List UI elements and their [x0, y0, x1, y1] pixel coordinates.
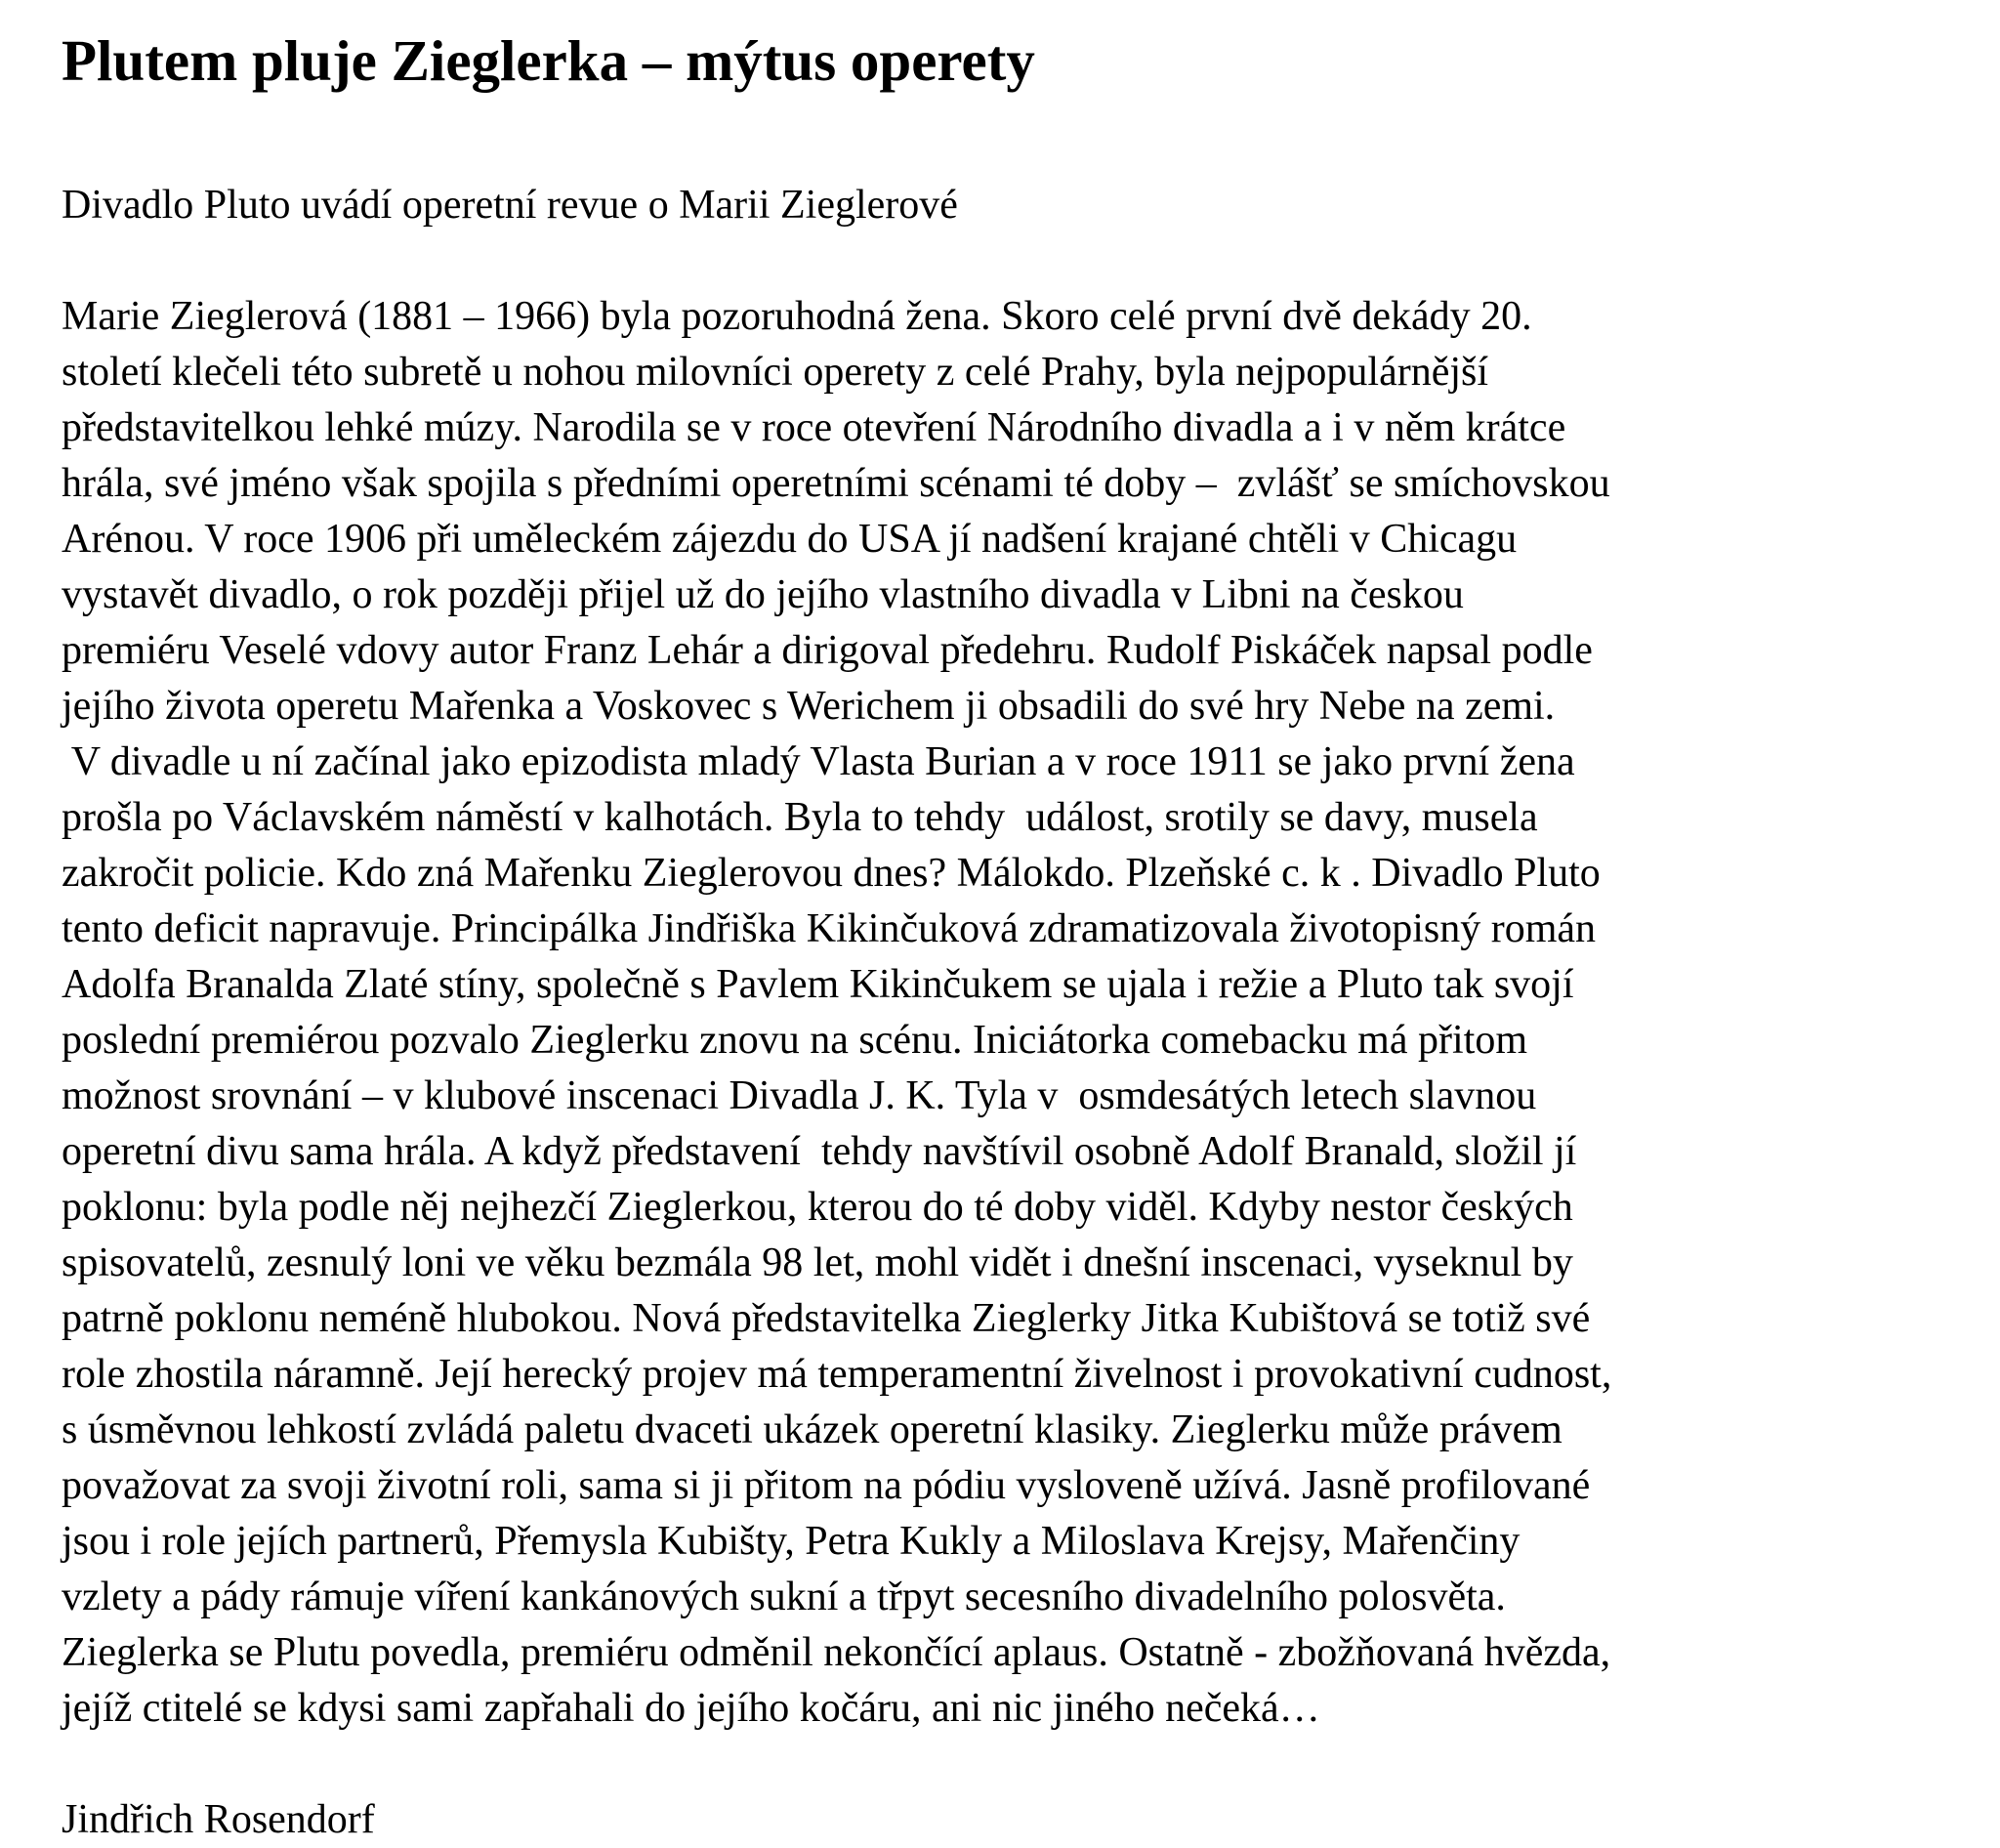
body-line: Marie Zieglerová (1881 – 1966) byla pozoruhodná žena. Skoro celé první dvě dekády 20. — [62, 294, 1532, 339]
body-line: jejího života operetu Mařenka a Voskovec s Werichem ji obsadili do své hry Nebe na zemi. — [62, 684, 1556, 729]
body-line: role zhostila náramně. Její herecký projev má temperamentní živelnost i provokativní cudnost, — [62, 1352, 1612, 1397]
body-line: operetní divu sama hrála. A když představení tehdy navštívil osobně Adolf Branald, složil jí — [62, 1129, 1577, 1174]
body-line: premiéru Veselé vdovy autor Franz Lehár a dirigoval předehru. Rudolf Piskáček napsal podle — [62, 628, 1593, 673]
body-line: jejíž ctitelé se kdysi sami zapřahali do jejího kočáru, ani nic jiného nečeká… — [62, 1686, 1320, 1731]
body-line: Arénou. V roce 1906 při uměleckém zájezdu do USA jí nadšení krajané chtěli v Chicagu — [62, 517, 1518, 562]
article-subtitle: Divadlo Pluto uvádí operetní revue o Marii Zieglerové — [62, 183, 958, 228]
article-author: Jindřich Rosendorf — [62, 1797, 375, 1842]
body-line: Zieglerka se Plutu povedla, premiéru odměnil nekončící aplaus. Ostatně - zbožňovaná hvězda, — [62, 1630, 1611, 1675]
body-line: patrně poklonu neméně hlubokou. Nová představitelka Zieglerky Jitka Kubištová se totiž své — [62, 1296, 1591, 1341]
body-line: možnost srovnání – v klubové inscenaci Divadla J. K. Tyla v osmdesátých letech slavnou — [62, 1073, 1537, 1118]
body-line: vzlety a pády rámuje víření kankánových sukní a třpyt secesního divadelního polosvěta. — [62, 1575, 1506, 1619]
body-line: spisovatelů, zesnulý loni ve věku bezmála 98 let, mohl vidět i dnešní inscenaci, vyseknul by — [62, 1240, 1573, 1285]
article — [62, 21, 1976, 1848]
body-line: Adolfa Branalda Zlaté stíny, společně s Pavlem Kikinčukem se ujala i režie a Pluto tak svojí — [62, 962, 1574, 1007]
body-line: s úsměvnou lehkostí zvládá paletu dvaceti ukázek operetní klasiky. Zieglerku může právem — [62, 1407, 1562, 1452]
body-line: tento deficit napravuje. Principálka Jindřiška Kikinčuková zdramatizovala životopisný román — [62, 906, 1597, 951]
article-title: Plutem pluje Zieglerka – mýtus operety — [62, 28, 1035, 93]
body-line: poklonu: byla podle něj nejhezčí Zieglerkou, kterou do té doby viděl. Kdyby nestor českých — [62, 1185, 1573, 1230]
body-line: zakročit policie. Kdo zná Mařenku Zieglerovou dnes? Málokdo. Plzeňské c. k . Divadlo Pluto — [62, 851, 1601, 896]
article-body — [62, 289, 1976, 1737]
body-line: století klečeli této subretě u nohou milovníci operety z celé Prahy, byla nejpopulárnější — [62, 350, 1489, 395]
body-line: jsou i role jejích partnerů, Přemysla Kubišty, Petra Kukly a Miloslava Krejsy, Mařenčiny — [62, 1519, 1521, 1564]
body-line: představitelkou lehké múzy. Narodila se v roce otevření Národního divadla a i v něm krátce — [62, 405, 1566, 450]
body-line: vystavět divadlo, o rok později přijel už do jejího vlastního divadla v Libni na českou — [62, 572, 1464, 617]
body-line: poslední premiérou pozvalo Zieglerku znovu na scénu. Iniciátorka comebacku má přitom — [62, 1018, 1527, 1063]
body-line: hrála, své jméno však spojila s předními operetními scénami té doby – zvlášť se smíchovskou — [62, 461, 1610, 506]
body-line: V divadle u ní začínal jako epizodista mladý Vlasta Burian a v roce 1911 se jako první žena — [62, 739, 1575, 784]
body-line: prošla po Václavském náměstí v kalhotách. Byla to tehdy událost, srotily se davy, musela — [62, 795, 1538, 840]
body-line: považovat za svoji životní roli, sama si ji přitom na pódiu vysloveně užívá. Jasně profilované — [62, 1463, 1591, 1508]
